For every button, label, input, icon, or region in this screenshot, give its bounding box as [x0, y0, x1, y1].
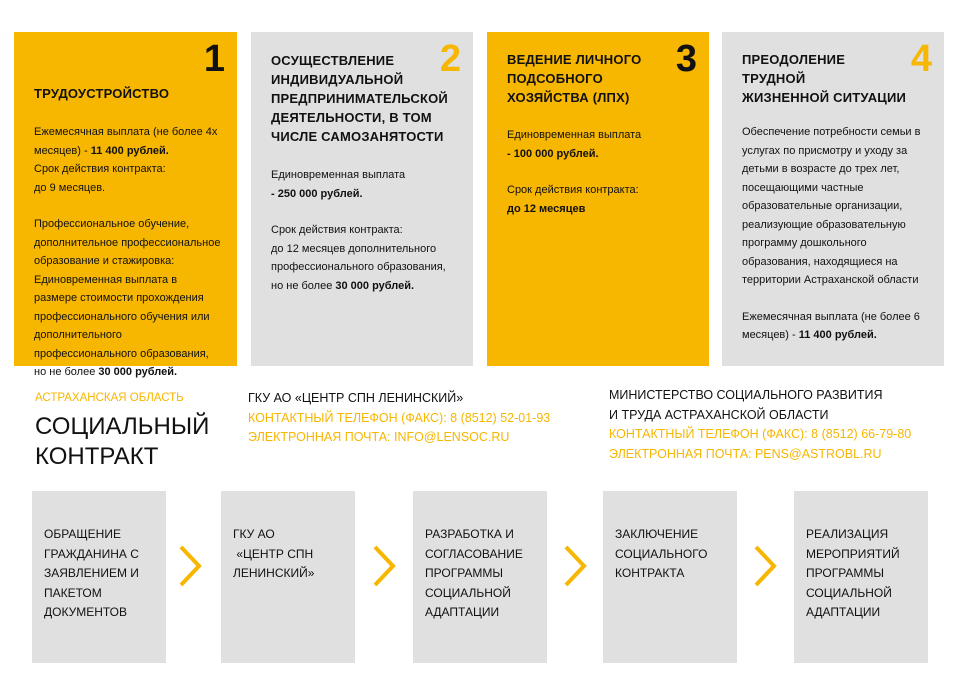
- card-text-line: образования, находящиеся на: [742, 255, 898, 268]
- card-household: [487, 32, 709, 366]
- step-implementation: [794, 491, 928, 663]
- card-number: 1: [203, 38, 225, 80]
- step-text-line: ПРОГРАММЫ: [806, 566, 885, 580]
- card-text-line: услугах по присмотру и уходу за: [742, 144, 908, 157]
- step-text-line: РАЗРАБОТКА И: [425, 527, 514, 541]
- card-text-bold: - 100 000 рублей.: [507, 147, 599, 160]
- contact-email: ЭЛЕКТРОННАЯ ПОЧТА: INFO@LENSOC.RU: [248, 430, 510, 444]
- card-text-line: профессионального образования,: [271, 261, 446, 273]
- region-label: АСТРАХАНСКАЯ ОБЛАСТЬ: [35, 392, 184, 404]
- card-title: [507, 50, 695, 107]
- step-text-line: СОЦИАЛЬНОГО: [615, 546, 708, 561]
- card-text-line: Обеспечение потребности семьи в: [742, 126, 921, 138]
- card-text-line: но не более 30 000 рублей.: [34, 366, 178, 378]
- card-text-line: дополнительного: [34, 329, 122, 341]
- card-text-bold: до 12 месяцев: [507, 202, 586, 215]
- page-title: [35, 412, 235, 472]
- contact-phone: КОНТАКТНЫЙ ТЕЛЕФОН (ФАКС): 8 (8512) 52-01-93: [248, 410, 551, 425]
- card-text-line: дополнительное профессиональное: [34, 236, 221, 249]
- card-text-line: Единовременная выплата: [507, 129, 642, 141]
- card-text-line: образовательные организации,: [742, 200, 903, 212]
- card-text-line: до 9 месяцев.: [34, 181, 106, 194]
- step-text-line: ПРОГРАММЫ: [425, 566, 504, 580]
- contact-email: ЭЛЕКТРОННАЯ ПОЧТА: PENS@ASTROBL.RU: [609, 446, 882, 461]
- contact-ministry: [609, 386, 911, 464]
- card-text-line: но не более 30 000 рублей.: [271, 279, 415, 292]
- card-body: [507, 126, 695, 218]
- chevron-right-icon: [177, 544, 203, 588]
- card-text-line: [507, 145, 695, 164]
- card-text-bold: - 250 000 рублей.: [271, 187, 363, 200]
- page-title-line: КОНТРАКТ: [35, 443, 159, 470]
- card-title-line: ДЕЯТЕЛЬНОСТИ, В ТОМ: [271, 110, 432, 125]
- step-contract-conclusion: [603, 491, 737, 663]
- card-title: [271, 51, 459, 146]
- spacer: [742, 290, 930, 308]
- card-title-line: ХОЗЯЙСТВА (ЛПХ): [507, 90, 630, 105]
- spacer: [271, 203, 459, 221]
- card-number: 2: [439, 38, 461, 80]
- card-text-line: Профессиональное обучение,: [34, 218, 190, 230]
- card-text-line: размере стоимости прохождения: [34, 292, 204, 304]
- step-text-line: ДОКУМЕНТОВ: [44, 605, 128, 619]
- card-text-line: Единовременная выплата: [271, 169, 406, 181]
- card-text-line: программу дошкольного: [742, 237, 867, 249]
- card-title-line: ПРЕОДОЛЕНИЕ: [742, 52, 846, 67]
- step-text-line: КОНТРАКТА: [615, 566, 685, 580]
- card-text-bold: 11 400 рублей.: [90, 144, 169, 157]
- card-text-line: профессионального образования,: [34, 347, 209, 360]
- card-title-line: ОСУЩЕСТВЛЕНИЕ: [271, 53, 395, 68]
- step-center: [221, 491, 355, 663]
- card-text-line: территории Астраханской области: [742, 274, 919, 286]
- step-text-line: ГРАЖДАНИНА С: [44, 546, 139, 561]
- card-title-line: ИНДИВИДУАЛЬНОЙ: [271, 72, 404, 87]
- card-title-line: ТРУДНОЙ: [742, 71, 806, 86]
- contact-phone: КОНТАКТНЫЙ ТЕЛЕФОН (ФАКС): 8 (8512) 66-79-80: [609, 427, 912, 441]
- step-text-line: АДАПТАЦИИ: [806, 605, 881, 619]
- card-text-line: Ежемесячная выплата (не более 6: [742, 310, 920, 323]
- card-title: [742, 50, 930, 107]
- chevron-right-icon: [752, 544, 778, 588]
- card-text-line: [507, 200, 695, 219]
- card-employment: [14, 32, 237, 378]
- card-number: 3: [675, 38, 697, 80]
- card-text-line: Срок действия контракта:: [34, 163, 166, 175]
- step-text-line: ЛЕНИНСКИЙ»: [233, 566, 315, 580]
- spacer: [507, 163, 695, 181]
- card-text-line: до 12 месяцев дополнительного: [271, 242, 437, 255]
- card-text-line: образование и стажировка:: [34, 255, 175, 267]
- card-entrepreneurship: [251, 32, 473, 366]
- card-title-line: ВЕДЕНИЕ ЛИЧНОГО: [507, 52, 642, 67]
- step-text-line: ЗАЯВЛЕНИЕМ И: [44, 566, 139, 580]
- card-text-line: Ежемесячная выплата (не более 4х: [34, 126, 218, 138]
- step-application: [32, 491, 166, 663]
- card-title-line: ЖИЗНЕННОЙ СИТУАЦИИ: [742, 90, 907, 105]
- step-text-line: ОБРАЩЕНИЕ: [44, 527, 121, 541]
- step-program-development: [413, 491, 547, 663]
- contact-org: ГКУ АО «ЦЕНТР СПН ЛЕНИНСКИЙ»: [248, 391, 464, 405]
- card-hardship: [722, 32, 944, 366]
- page-title-line: СОЦИАЛЬНЫЙ: [35, 413, 210, 440]
- card-title-line: ПОДСОБНОГО: [507, 71, 603, 86]
- card-text-bold: 30 000 рублей.: [98, 366, 178, 378]
- card-text-line: Единовременная выплата в: [34, 273, 178, 286]
- card-title-line: ЧИСЛЕ САМОЗАНЯТОСТИ: [271, 129, 444, 144]
- card-text-line: посещающими частные: [742, 181, 864, 194]
- step-text-line: СОЦИАЛЬНОЙ: [425, 585, 511, 600]
- card-text-line: [271, 185, 459, 204]
- card-text-line: месяцев) - 11 400 рублей.: [34, 144, 169, 157]
- step-text-line: «ЦЕНТР СПН: [233, 546, 314, 561]
- card-text-line: реализующие образовательную: [742, 218, 906, 231]
- card-text-line: месяцев) - 11 400 рублей.: [742, 329, 877, 341]
- card-title-line: ПРЕДПРИНИМАТЕЛЬСКОЙ: [271, 91, 448, 106]
- card-text-line: детьми в возрасте до трех лет,: [742, 163, 900, 175]
- chevron-right-icon: [371, 544, 397, 588]
- card-number: 4: [910, 38, 932, 80]
- card-body: [271, 166, 459, 295]
- card-text-bold: 30 000 рублей.: [335, 279, 415, 292]
- step-text-line: СОГЛАСОВАНИЕ: [425, 546, 523, 561]
- card-body: [34, 123, 223, 382]
- contact-org: МИНИСТЕРСТВО СОЦИАЛЬНОГО РАЗВИТИЯ: [609, 388, 883, 402]
- chevron-right-icon: [562, 544, 588, 588]
- step-text-line: ГКУ АО: [233, 527, 275, 541]
- card-text-line: Срок действия контракта:: [507, 184, 639, 196]
- step-text-line: МЕРОПРИЯТИЙ: [806, 546, 900, 561]
- contact-center: [248, 389, 550, 448]
- step-text-line: РЕАЛИЗАЦИЯ: [806, 527, 889, 541]
- step-text-line: СОЦИАЛЬНОЙ: [806, 585, 892, 600]
- card-text-line: профессионального обучения или: [34, 310, 210, 323]
- card-body: [742, 123, 930, 345]
- card-text-line: Срок действия контракта:: [271, 224, 403, 236]
- contact-org: И ТРУДА АСТРАХАНСКОЙ ОБЛАСТИ: [609, 407, 829, 422]
- card-title: ТРУДОУСТРОЙСТВО: [34, 86, 170, 101]
- step-text-line: АДАПТАЦИИ: [425, 605, 500, 619]
- card-text-bold: 11 400 рублей.: [798, 329, 877, 341]
- spacer: [34, 197, 223, 215]
- step-text-line: ПАКЕТОМ: [44, 585, 102, 600]
- step-text-line: ЗАКЛЮЧЕНИЕ: [615, 527, 699, 541]
